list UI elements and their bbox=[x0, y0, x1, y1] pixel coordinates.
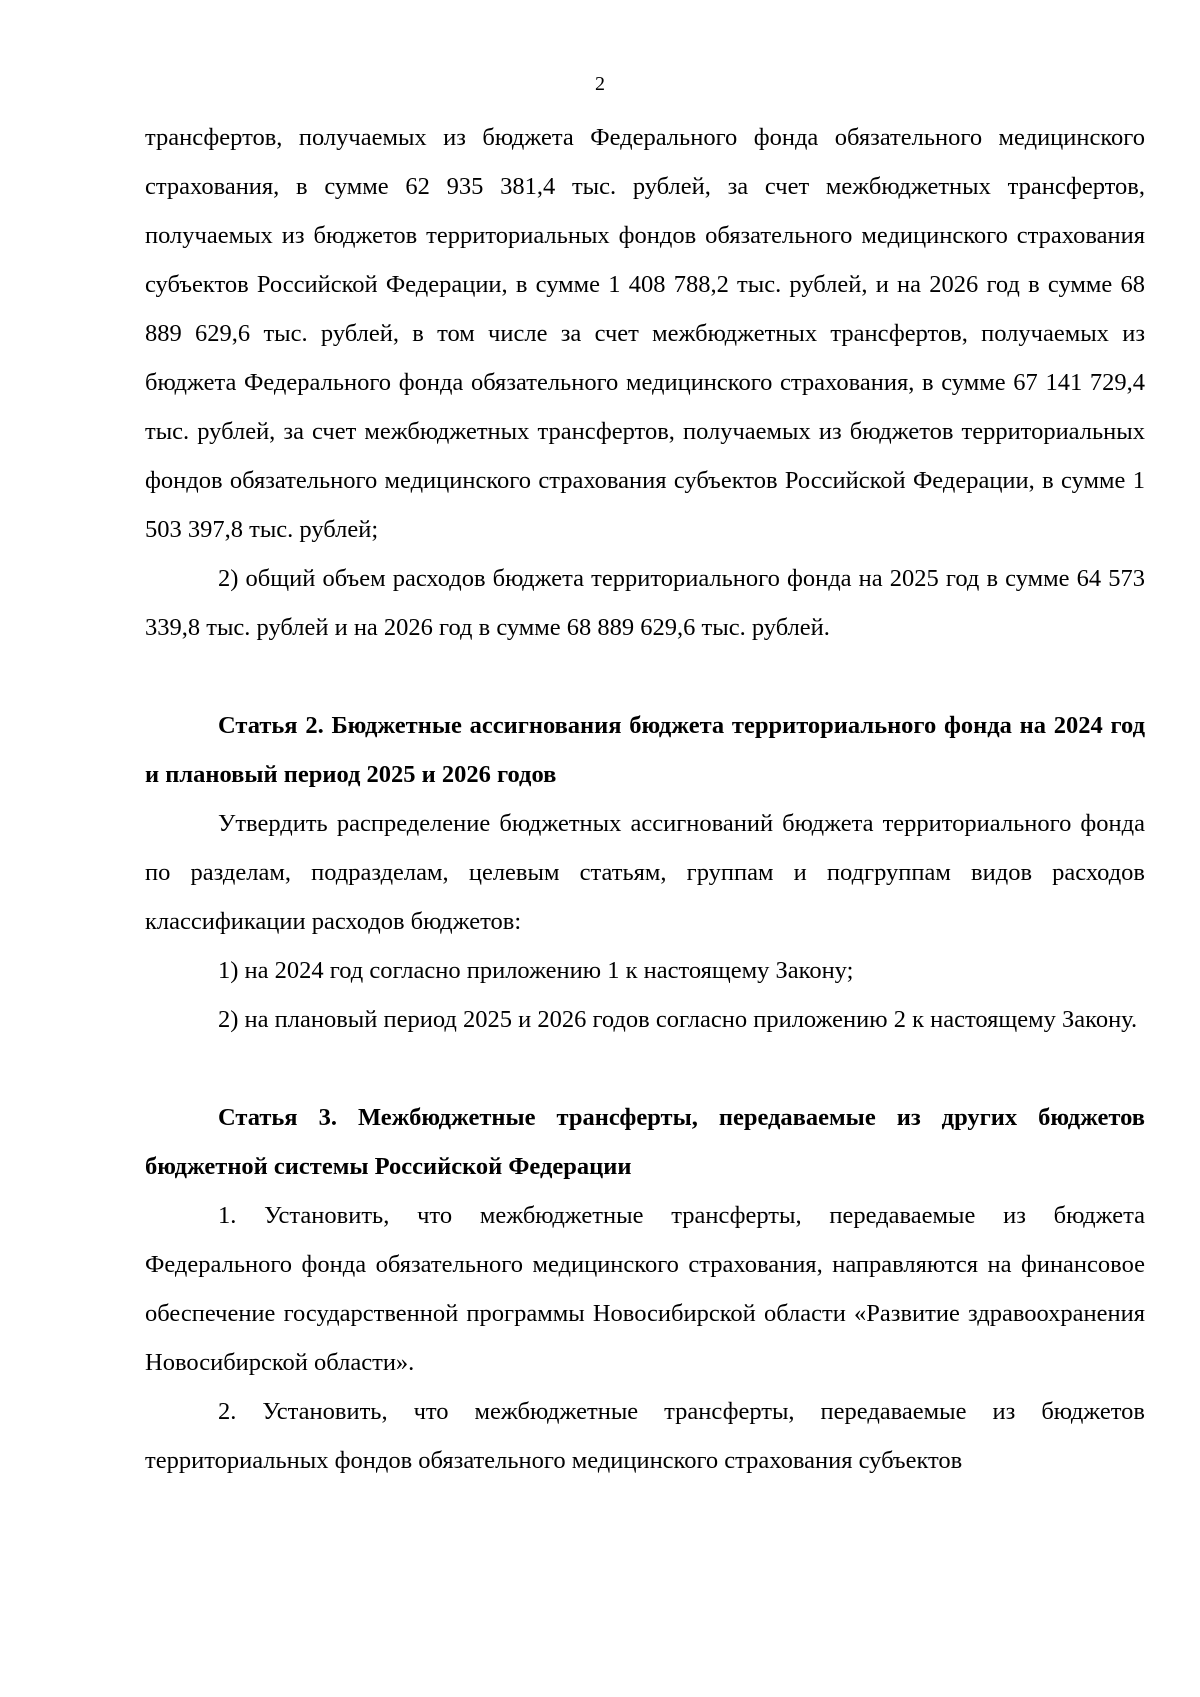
article-2-item-1: 1) на 2024 год согласно приложению 1 к настоящему Закону; bbox=[218, 957, 854, 984]
page-number: 2 bbox=[595, 73, 605, 95]
article-2-intro: Утвердить распределение бюджетных ассигнований бюджета территориального фонда по разделам, подразделам, целевым статьям, группам и подгруппам видов расходов классификации расходов бюджетов: bbox=[145, 810, 1145, 935]
total-expenses-paragraph: 2) общий объем расходов бюджета территориального фонда на 2025 год в сумме 64 573 339,8 тыс. рублей и на 2026 год в сумме 68 889 629,6 тыс. рублей. bbox=[145, 565, 1145, 641]
article-3-item-1: 1. Установить, что межбюджетные трансферты, передаваемые из бюджета Федерального фонда обязательного медицинского страхования, направляются на финансовое обеспечение государственной программы Новосибирской области «Развитие здравоохранения Новосибирской области». bbox=[145, 1202, 1145, 1376]
document-body bbox=[145, 113, 1145, 1485]
article-3-heading: Статья 3. Межбюджетные трансферты, передаваемые из других бюджетов бюджетной системы Российской Федерации bbox=[145, 1104, 1145, 1180]
article-2-heading: Статья 2. Бюджетные ассигнования бюджета территориального фонда на 2024 год и плановый период 2025 и 2026 годов bbox=[145, 712, 1145, 788]
article-2-item-2: 2) на плановый период 2025 и 2026 годов согласно приложению 2 к настоящему Закону. bbox=[218, 1006, 1138, 1033]
continued-paragraph: трансфертов, получаемых из бюджета Федерального фонда обязательного медицинского страхования, в сумме 62 935 381,4 тыс. рублей, за счет межбюджетных трансфертов, получаемых из бюджетов территориальных фондов обязательного медицинского страхования субъектов Российской Федерации, в сумме 1 408 788,2 тыс. рублей, и на 2026 год в сумме 68 889 629,6 тыс. рублей, в том числе за счет межбюджетных трансфертов, получаемых из бюджета Федерального фонда обязательного медицинского страхования, в сумме 67 141 729,4 тыс. рублей, за счет межбюджетных трансфертов, получаемых из бюджетов территориальных фондов обязательного медицинского страхования субъектов Российской Федерации, в сумме 1 503 397,8 тыс. рублей; bbox=[145, 124, 1145, 543]
article-3-item-2: 2. Установить, что межбюджетные трансферты, передаваемые из бюджетов территориальных фондов обязательного медицинского страхования субъектов bbox=[145, 1398, 1145, 1474]
